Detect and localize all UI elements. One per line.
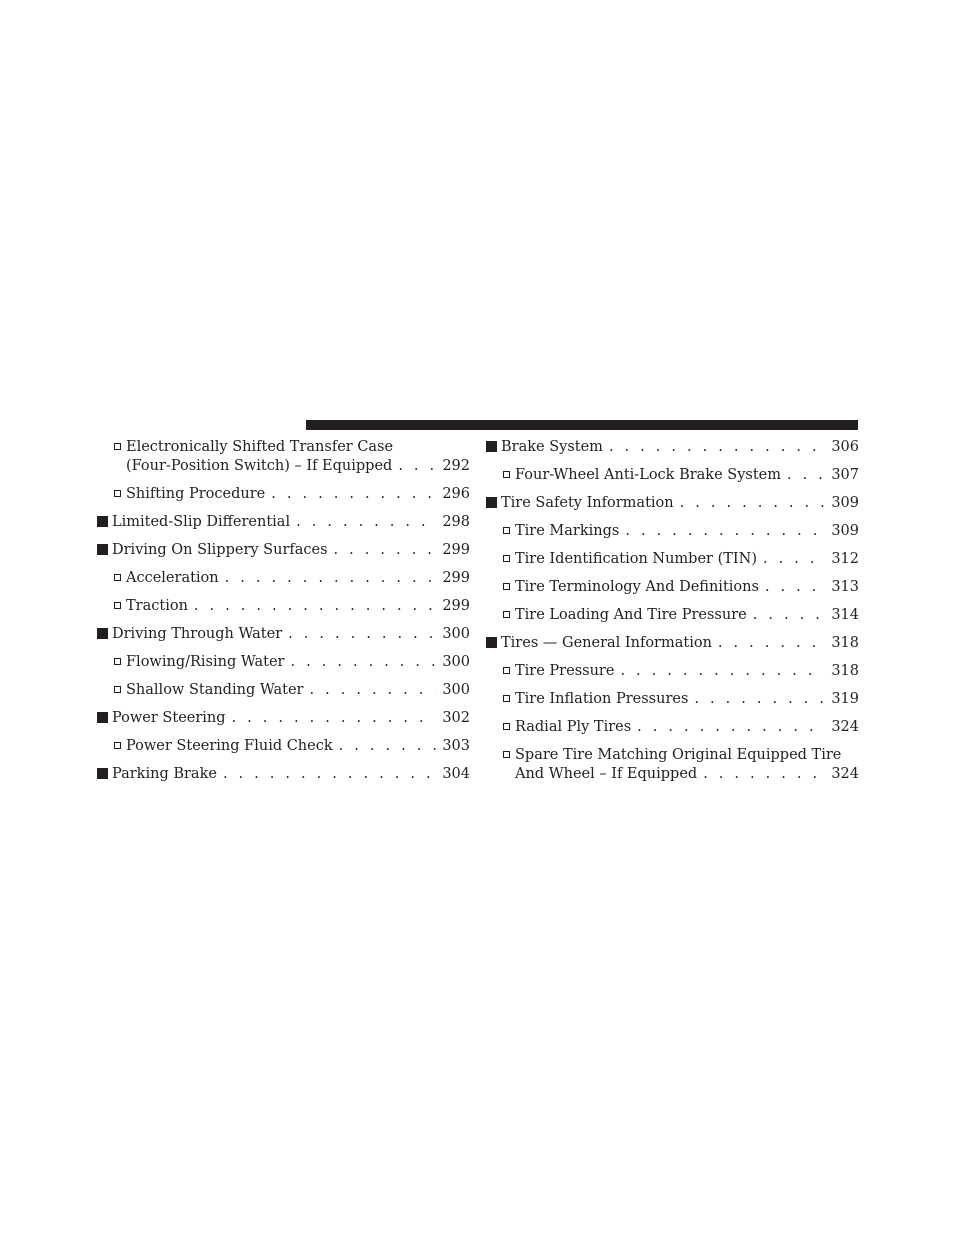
dot-leader [194, 597, 436, 616]
toc-entry-title: Radial Ply Tires [515, 719, 632, 735]
toc-page-number: 318 [831, 663, 859, 679]
dot-leader [753, 606, 826, 625]
open-square-bullet-icon [114, 574, 121, 581]
toc-section-entry[interactable] [95, 625, 470, 644]
open-square-bullet-icon [503, 611, 510, 618]
toc-entry-title: Shifting Procedure [126, 486, 266, 502]
toc-entry-title: Flowing/Rising Water [126, 654, 285, 670]
open-square-bullet-icon [503, 583, 510, 590]
toc-page-number: 292 [442, 458, 470, 474]
toc-entry-title: Four-Wheel Anti-Lock Brake System [515, 467, 782, 483]
toc-entry-title: Traction [126, 598, 188, 614]
dot-leader [398, 457, 436, 476]
dot-leader [620, 662, 825, 681]
toc-page-number: 307 [831, 467, 859, 483]
toc-page-number: 309 [831, 523, 859, 539]
toc-entry-title: Shallow Standing Water [126, 682, 304, 698]
toc-subsection-entry[interactable] [484, 662, 859, 681]
dot-leader [718, 634, 825, 653]
toc-subsection-entry[interactable] [95, 438, 470, 476]
filled-square-bullet-icon [97, 628, 108, 639]
open-square-bullet-icon [114, 443, 121, 450]
toc-page-number: 298 [442, 514, 470, 530]
toc-entry-title: (Four-Position Switch) – If Equipped [126, 458, 393, 474]
toc-entry-title: Tire Safety Information [501, 495, 674, 511]
dot-leader [765, 578, 825, 597]
toc-page-number: 309 [831, 495, 859, 511]
toc-page-number: 324 [831, 719, 859, 735]
toc-page-number: 314 [831, 607, 859, 623]
toc-entry-title: Spare Tire Matching Original Equipped Tire [515, 747, 842, 763]
toc-section-entry[interactable] [484, 494, 859, 513]
toc-page-number: 299 [442, 598, 470, 614]
filled-square-bullet-icon [97, 768, 108, 779]
open-square-bullet-icon [114, 490, 121, 497]
toc-subsection-entry[interactable] [484, 522, 859, 541]
dot-leader [694, 690, 825, 709]
toc-entry-title: Tire Markings [515, 523, 620, 539]
dot-leader [339, 737, 437, 756]
dot-leader [334, 541, 437, 560]
toc-subsection-entry[interactable] [95, 485, 470, 504]
open-square-bullet-icon [114, 658, 121, 665]
toc-subsection-entry[interactable] [484, 466, 859, 485]
toc-subsection-entry[interactable] [95, 569, 470, 588]
filled-square-bullet-icon [97, 712, 108, 723]
toc-section-entry[interactable] [95, 513, 470, 532]
dot-leader [703, 765, 825, 784]
open-square-bullet-icon [503, 527, 510, 534]
dot-leader [290, 653, 436, 672]
dot-leader [223, 765, 436, 784]
toc-page-number: 299 [442, 570, 470, 586]
open-square-bullet-icon [503, 555, 510, 562]
header-rule [306, 420, 858, 430]
dot-leader [609, 438, 825, 457]
toc-section-entry[interactable] [95, 541, 470, 560]
toc-entry-title: Tire Terminology And Definitions [515, 579, 759, 595]
toc-section-entry[interactable] [95, 765, 470, 784]
toc-entry-title: Driving Through Water [112, 626, 283, 642]
dot-leader [625, 522, 825, 541]
dot-leader [225, 569, 437, 588]
dot-leader [763, 550, 825, 569]
toc-page-number: 306 [831, 439, 859, 455]
toc-entry-title: Tire Pressure [515, 663, 615, 679]
toc-page-number: 324 [831, 766, 859, 782]
toc-page-number: 312 [831, 551, 859, 567]
open-square-bullet-icon [503, 751, 510, 758]
toc-page-number: 303 [442, 738, 470, 754]
toc-page-number: 304 [442, 766, 470, 782]
toc-page-number: 300 [442, 626, 470, 642]
filled-square-bullet-icon [97, 516, 108, 527]
open-square-bullet-icon [114, 602, 121, 609]
toc-entry-title: Acceleration [126, 570, 219, 586]
toc-page-number: 300 [442, 682, 470, 698]
open-square-bullet-icon [114, 742, 121, 749]
toc-page-number: 299 [442, 542, 470, 558]
toc-page-number: 296 [442, 486, 470, 502]
filled-square-bullet-icon [486, 497, 497, 508]
filled-square-bullet-icon [486, 637, 497, 648]
toc-section-entry[interactable] [484, 634, 859, 653]
dot-leader [271, 485, 436, 504]
toc-subsection-entry[interactable] [484, 718, 859, 737]
toc-right-column [484, 438, 859, 793]
toc-left-column [95, 438, 470, 793]
toc-page-number: 319 [831, 691, 859, 707]
toc-entry-title: Power Steering Fluid Check [126, 738, 333, 754]
toc-page-number: 318 [831, 635, 859, 651]
toc-entry-title: Tires — General Information [501, 635, 712, 651]
toc-entry-title: Brake System [501, 439, 603, 455]
toc-subsection-entry[interactable] [95, 681, 470, 700]
toc-section-entry[interactable] [95, 709, 470, 728]
dot-leader [680, 494, 826, 513]
toc-entry-title: Tire Inflation Pressures [515, 691, 689, 707]
toc-subsection-entry[interactable] [484, 606, 859, 625]
toc-entry-title: Tire Loading And Tire Pressure [515, 607, 747, 623]
toc-entry-title: Tire Identification Number (TIN) [515, 551, 757, 567]
open-square-bullet-icon [114, 686, 121, 693]
dot-leader [637, 718, 825, 737]
dot-leader [296, 513, 436, 532]
open-square-bullet-icon [503, 695, 510, 702]
toc-entry-title: Power Steering [112, 710, 226, 726]
toc-page-number: 302 [442, 710, 470, 726]
toc-page-number: 300 [442, 654, 470, 670]
dot-leader [232, 709, 437, 728]
toc-subsection-entry[interactable] [95, 653, 470, 672]
toc-entry-title: Limited-Slip Differential [112, 514, 291, 530]
toc-subsection-entry[interactable] [484, 578, 859, 597]
filled-square-bullet-icon [97, 544, 108, 555]
toc-page-number: 313 [831, 579, 859, 595]
toc-subsection-entry[interactable] [484, 550, 859, 569]
toc-entry-title: And Wheel – If Equipped [515, 766, 698, 782]
toc-entry-title: Electronically Shifted Transfer Case [126, 439, 394, 455]
toc-subsection-entry[interactable] [484, 690, 859, 709]
toc-subsection-entry[interactable] [484, 746, 859, 784]
toc-section-entry[interactable] [484, 438, 859, 457]
open-square-bullet-icon [503, 471, 510, 478]
open-square-bullet-icon [503, 723, 510, 730]
open-square-bullet-icon [503, 667, 510, 674]
dot-leader [787, 466, 825, 485]
dot-leader [309, 681, 436, 700]
dot-leader [288, 625, 436, 644]
toc-entry-title: Parking Brake [112, 766, 217, 782]
filled-square-bullet-icon [486, 441, 497, 452]
toc-subsection-entry[interactable] [95, 597, 470, 616]
toc-subsection-entry[interactable] [95, 737, 470, 756]
toc-entry-title: Driving On Slippery Surfaces [112, 542, 328, 558]
